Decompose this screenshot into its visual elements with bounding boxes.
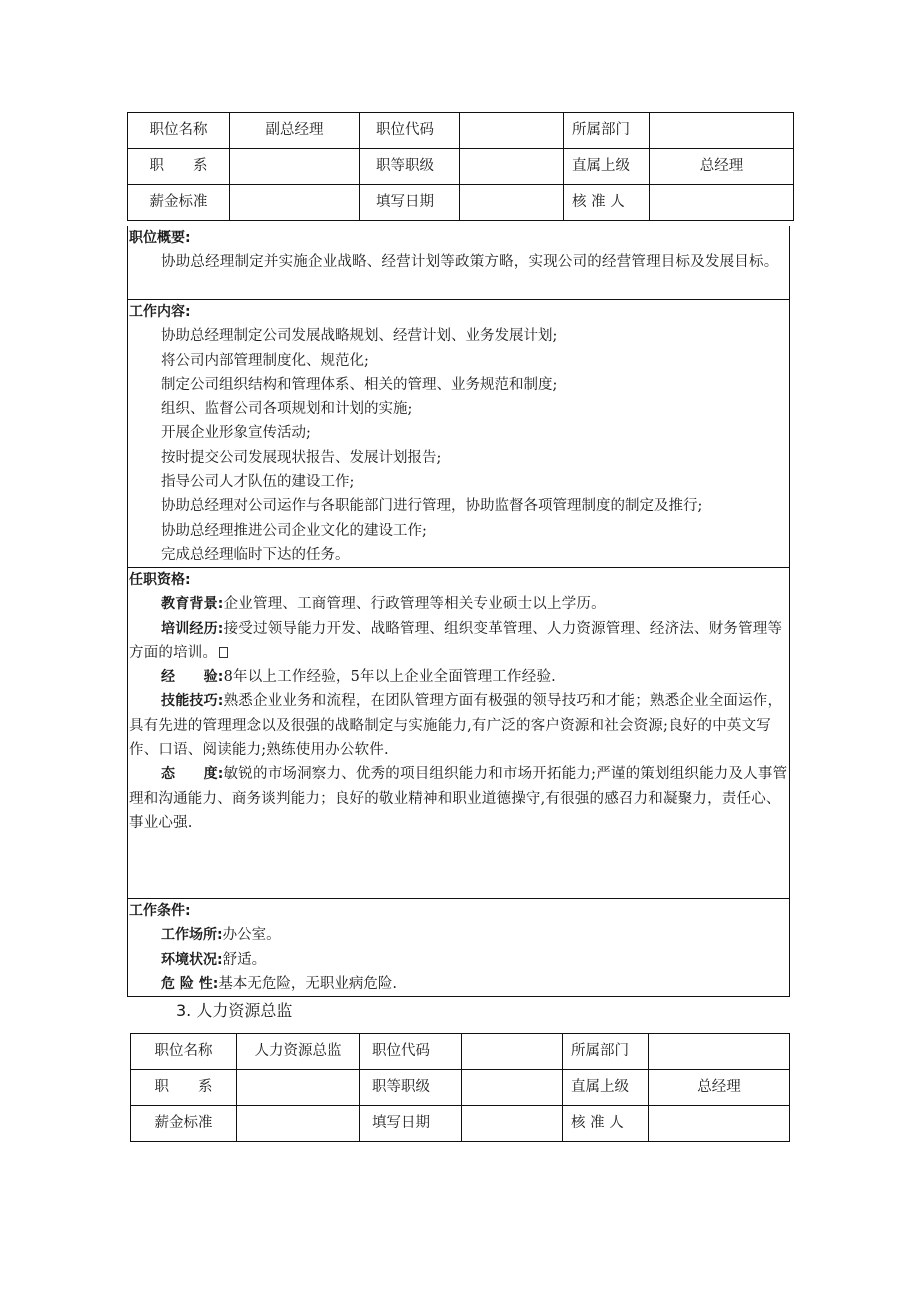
environment-item xyxy=(128,948,789,972)
value-position-code xyxy=(460,113,564,149)
label-fill-date: 填写日期 xyxy=(360,1106,462,1142)
education-text: 企业管理、工商管理、行政管理等相关专业硕士以上学历。 xyxy=(223,596,606,613)
value-supervisor: 总经理 xyxy=(650,149,794,185)
environment-text: 舒适。 xyxy=(222,951,267,968)
label-department: 所属部门 xyxy=(563,1034,649,1070)
attitude-text: 敏锐的市场洞察力、优秀的项目组织能力和市场开拓能力;严谨的策划组织能力及人事管理和沟通能力、商务谈判能力；良好的敬业精神和职业道德操守,有很强的感召力和凝聚力，责任心、事业心强. xyxy=(129,766,788,831)
value-fill-date xyxy=(462,1106,563,1142)
label-position-name: 职位名称 xyxy=(128,113,230,149)
environment-label: 环境状况: xyxy=(161,951,223,968)
risk-label: 危 险 性: xyxy=(161,975,219,992)
label-salary: 薪金标准 xyxy=(131,1106,237,1142)
risk-text: 基本无危险，无职业病危险. xyxy=(218,975,397,992)
label-grade: 职等职级 xyxy=(360,149,460,185)
place-label: 工作场所: xyxy=(161,927,223,944)
label-job-series: 职 系 xyxy=(131,1070,237,1106)
list-item: 协助总经理制定公司发展战略规划、经营计划、业务发展计划; xyxy=(161,328,558,345)
list-item: 将公司内部管理制度化、规范化; xyxy=(161,352,369,369)
square-icon xyxy=(219,647,228,658)
table-row xyxy=(131,1034,790,1070)
training-item xyxy=(128,617,789,666)
label-salary: 薪金标准 xyxy=(128,185,230,221)
value-salary xyxy=(230,185,360,221)
section-heading: 职位概要: xyxy=(129,230,191,246)
value-fill-date xyxy=(460,185,564,221)
list-item: 协助总经理推进公司企业文化的建设工作; xyxy=(161,522,427,539)
table-row xyxy=(128,149,794,185)
experience-label: 经 验: xyxy=(161,669,224,686)
skills-label: 技能技巧: xyxy=(161,693,224,710)
place-text: 办公室。 xyxy=(222,927,281,944)
table-row xyxy=(128,185,794,221)
value-approver xyxy=(650,185,794,221)
value-department xyxy=(649,1034,790,1070)
value-supervisor: 总经理 xyxy=(649,1070,790,1106)
list-item: 指导公司人才队伍的建设工作; xyxy=(161,474,355,491)
list-item: 完成总经理临时下达的任务。 xyxy=(161,546,350,563)
skills-item xyxy=(128,689,789,762)
list-item: 协助总经理对公司运作与各职能部门进行管理，协助监督各项管理制度的制定及推行; xyxy=(161,498,703,515)
value-salary xyxy=(237,1106,360,1142)
label-approver: 核 准 人 xyxy=(563,1106,649,1142)
table-row xyxy=(131,1070,790,1106)
value-approver xyxy=(649,1106,790,1142)
label-fill-date: 填写日期 xyxy=(360,185,460,221)
job-summary-section xyxy=(127,226,790,300)
work-conditions-section xyxy=(127,899,790,997)
label-department: 所属部门 xyxy=(564,113,650,149)
label-grade: 职等职级 xyxy=(360,1070,462,1106)
job-duties-section xyxy=(127,300,790,568)
education-label: 教育背景: xyxy=(161,596,224,613)
attitude-item xyxy=(128,762,789,835)
label-supervisor: 直属上级 xyxy=(563,1070,649,1106)
list-item: 组织、监督公司各项规划和计划的实施; xyxy=(161,401,413,418)
list-item: 按时提交公司发展现状报告、发展计划报告; xyxy=(161,449,442,466)
value-department xyxy=(650,113,794,149)
label-approver: 核 准 人 xyxy=(564,185,650,221)
list-item: 制定公司组织结构和管理体系、相关的管理、业务规范和制度; xyxy=(161,376,558,393)
label-position-code: 职位代码 xyxy=(360,1034,462,1070)
experience-text: 8年以上工作经验，5年以上企业全面管理工作经验. xyxy=(223,669,556,686)
label-supervisor: 直属上级 xyxy=(564,149,650,185)
label-position-code: 职位代码 xyxy=(360,113,460,149)
value-job-series xyxy=(230,149,360,185)
value-position-name: 副总经理 xyxy=(230,113,360,149)
table-row xyxy=(128,113,794,149)
job-info-table-hr-director xyxy=(130,1033,790,1142)
experience-item xyxy=(128,665,789,689)
section-heading: 工作内容: xyxy=(129,304,191,320)
section-title-hr-director: 3. 人力资源总监 xyxy=(176,1001,293,1020)
list-item: 开展企业形象宣传活动; xyxy=(161,425,311,442)
section-heading: 工作条件: xyxy=(129,903,191,919)
qualifications-section xyxy=(127,568,790,899)
value-grade xyxy=(462,1070,563,1106)
risk-item xyxy=(128,972,789,996)
job-info-table-deputy-gm xyxy=(127,112,794,221)
value-position-code xyxy=(462,1034,563,1070)
section-heading: 任职资格: xyxy=(129,572,191,588)
value-grade xyxy=(460,149,564,185)
training-text: 接受过领导能力开发、战略管理、组织变革管理、人力资源管理、经济法、财务管理等方面的培训。 xyxy=(129,620,783,661)
label-job-series: 职 系 xyxy=(128,149,230,185)
label-position-name: 职位名称 xyxy=(131,1034,237,1070)
skills-text: 熟悉企业业务和流程，在团队管理方面有极强的领导技巧和才能；熟悉企业全面运作，具有先进的管理理念以及很强的战略制定与实施能力,有广泛的客户资源和社会资源;良好的中英文写作、口语、阅读能力;熟练使用办公软件. xyxy=(129,693,783,759)
education-item xyxy=(128,592,789,616)
place-item xyxy=(128,923,789,947)
summary-text: 协助总经理制定并实施企业战略、经营计划等政策方略，实现公司的经营管理目标及发展目标。 xyxy=(161,254,779,271)
table-row xyxy=(131,1106,790,1142)
value-job-series xyxy=(237,1070,360,1106)
attitude-label: 态 度: xyxy=(161,766,224,783)
value-position-name: 人力资源总监 xyxy=(237,1034,360,1070)
training-label: 培训经历: xyxy=(161,620,224,637)
